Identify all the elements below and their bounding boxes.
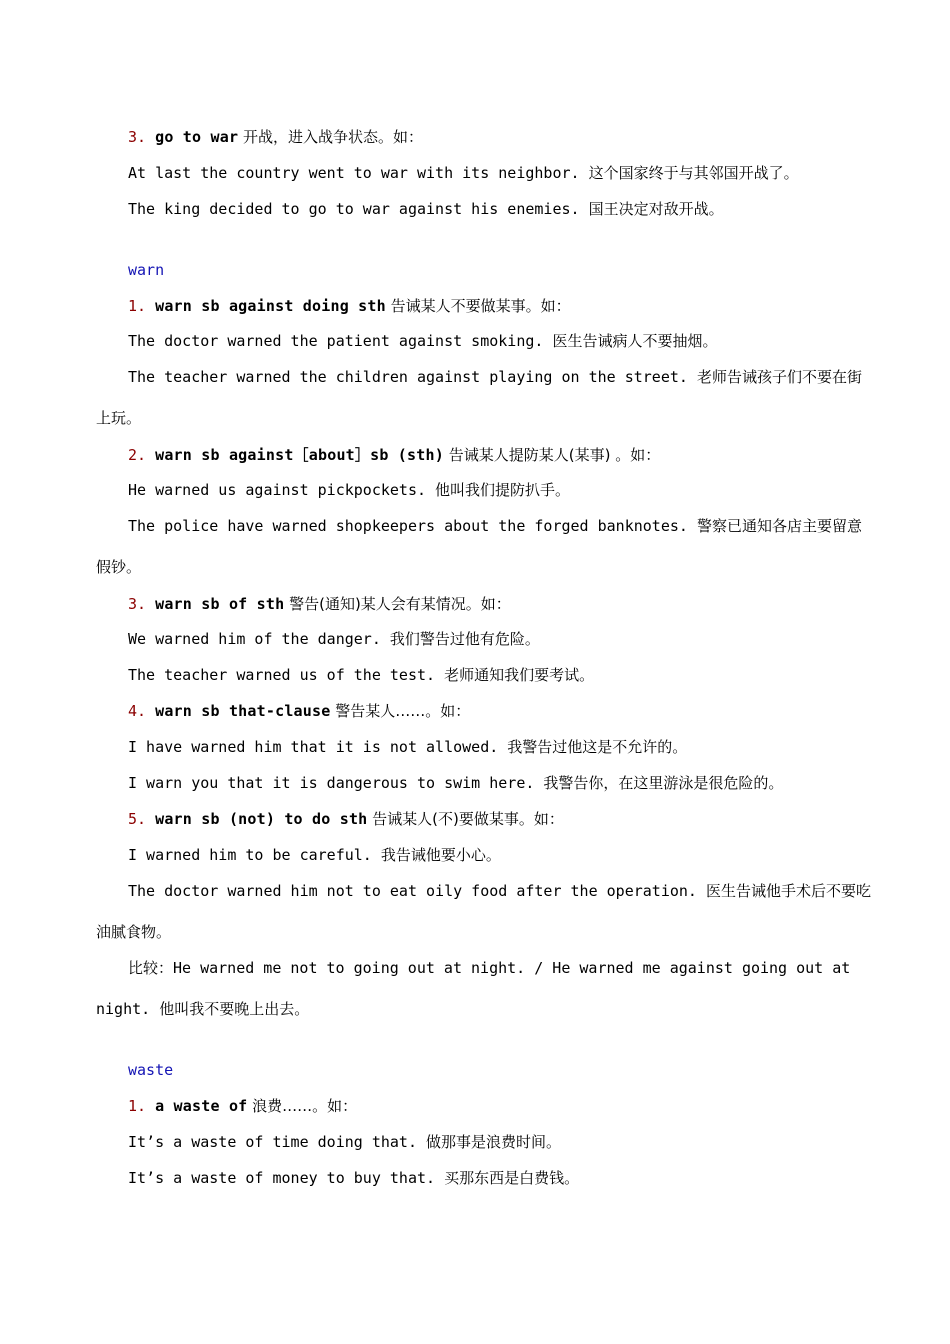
item-number: 1.: [128, 297, 147, 315]
example-sentence: The king decided to go to war against his enemies. 国王决定对敌开战。: [128, 200, 724, 218]
example-continuation: 上玩。: [96, 409, 142, 427]
item-number: 5.: [128, 810, 147, 828]
entry-warn-2: [128, 445, 660, 465]
gloss: 警告(通知)某人会有某情况。如：: [284, 595, 511, 613]
example-sentence: The police have warned shopkeepers about the forged banknotes. 警察已通知各店主要留意: [128, 517, 862, 535]
entry-warn-1: [128, 296, 571, 316]
gloss: 浪费……。如：: [247, 1097, 358, 1115]
phrase: warn sb that-clause: [155, 702, 331, 720]
phrase: a waste of: [155, 1097, 248, 1115]
example-sentence: The teacher warned the children against playing on the street. 老师告诫孩子们不要在街: [128, 368, 862, 386]
entry-warn-4: [128, 701, 470, 721]
example-sentence: The doctor warned him not to eat oily food after the operation. 医生告诫他手术后不要吃: [128, 882, 871, 900]
headword-warn: warn: [128, 261, 165, 279]
phrase: warn sb against［about］sb (sth): [155, 446, 444, 464]
example-continuation: 假钞。: [96, 558, 142, 576]
example-sentence: I warned him to be careful. 我告诫他要小心。: [128, 846, 501, 864]
comparison-continuation: night. 他叫我不要晚上出去。: [96, 1000, 310, 1018]
gloss: 警告某人……。如：: [330, 702, 471, 720]
example-sentence: The teacher warned us of the test. 老师通知我们要考试。: [128, 666, 595, 684]
phrase: go to war: [155, 128, 239, 146]
example-sentence: It’s a waste of money to buy that. 买那东西是白费钱。: [128, 1169, 580, 1187]
example-sentence: I warn you that it is dangerous to swim here. 我警告你，在这里游泳是很危险的。: [128, 774, 784, 792]
headword-waste: waste: [128, 1061, 174, 1079]
example-sentence: At last the country went to war with its neighbor. 这个国家终于与其邻国开战了。: [128, 164, 799, 182]
example-sentence: I have warned him that it is not allowed. 我警告过他这是不允许的。: [128, 738, 688, 756]
phrase: warn sb (not) to do sth: [155, 810, 368, 828]
entry-go-to-war: [128, 127, 423, 147]
item-number: 3.: [128, 128, 147, 146]
item-number: 2.: [128, 446, 147, 464]
example-sentence: The doctor warned the patient against smoking. 医生告诫病人不要抽烟。: [128, 332, 718, 350]
gloss: 告诫某人(不)要做某事。如：: [367, 810, 564, 828]
gloss: 开战，进入战争状态。如：: [238, 128, 423, 146]
entry-warn-5: [128, 809, 564, 829]
phrase: warn sb of sth: [155, 595, 285, 613]
gloss: 告诫某人不要做某事。如：: [385, 297, 571, 315]
example-sentence: He warned us against pickpockets. 他叫我们提防扒手。: [128, 481, 571, 499]
entry-waste-1: [128, 1096, 357, 1116]
example-continuation: 油腻食物。: [96, 923, 172, 941]
item-number: 1.: [128, 1097, 147, 1115]
example-sentence: We warned him of the danger. 我们警告过他有危险。: [128, 630, 540, 648]
entry-warn-3: [128, 594, 511, 614]
gloss: 告诫某人提防某人(某事) 。如：: [443, 446, 661, 464]
item-number: 3.: [128, 595, 147, 613]
phrase: warn sb against doing sth: [155, 297, 386, 315]
comparison-note: 比较：He warned me not to going out at night. / He warned me against going out at: [128, 959, 851, 977]
example-sentence: It’s a waste of time doing that. 做那事是浪费时间。: [128, 1133, 562, 1151]
item-number: 4.: [128, 702, 147, 720]
